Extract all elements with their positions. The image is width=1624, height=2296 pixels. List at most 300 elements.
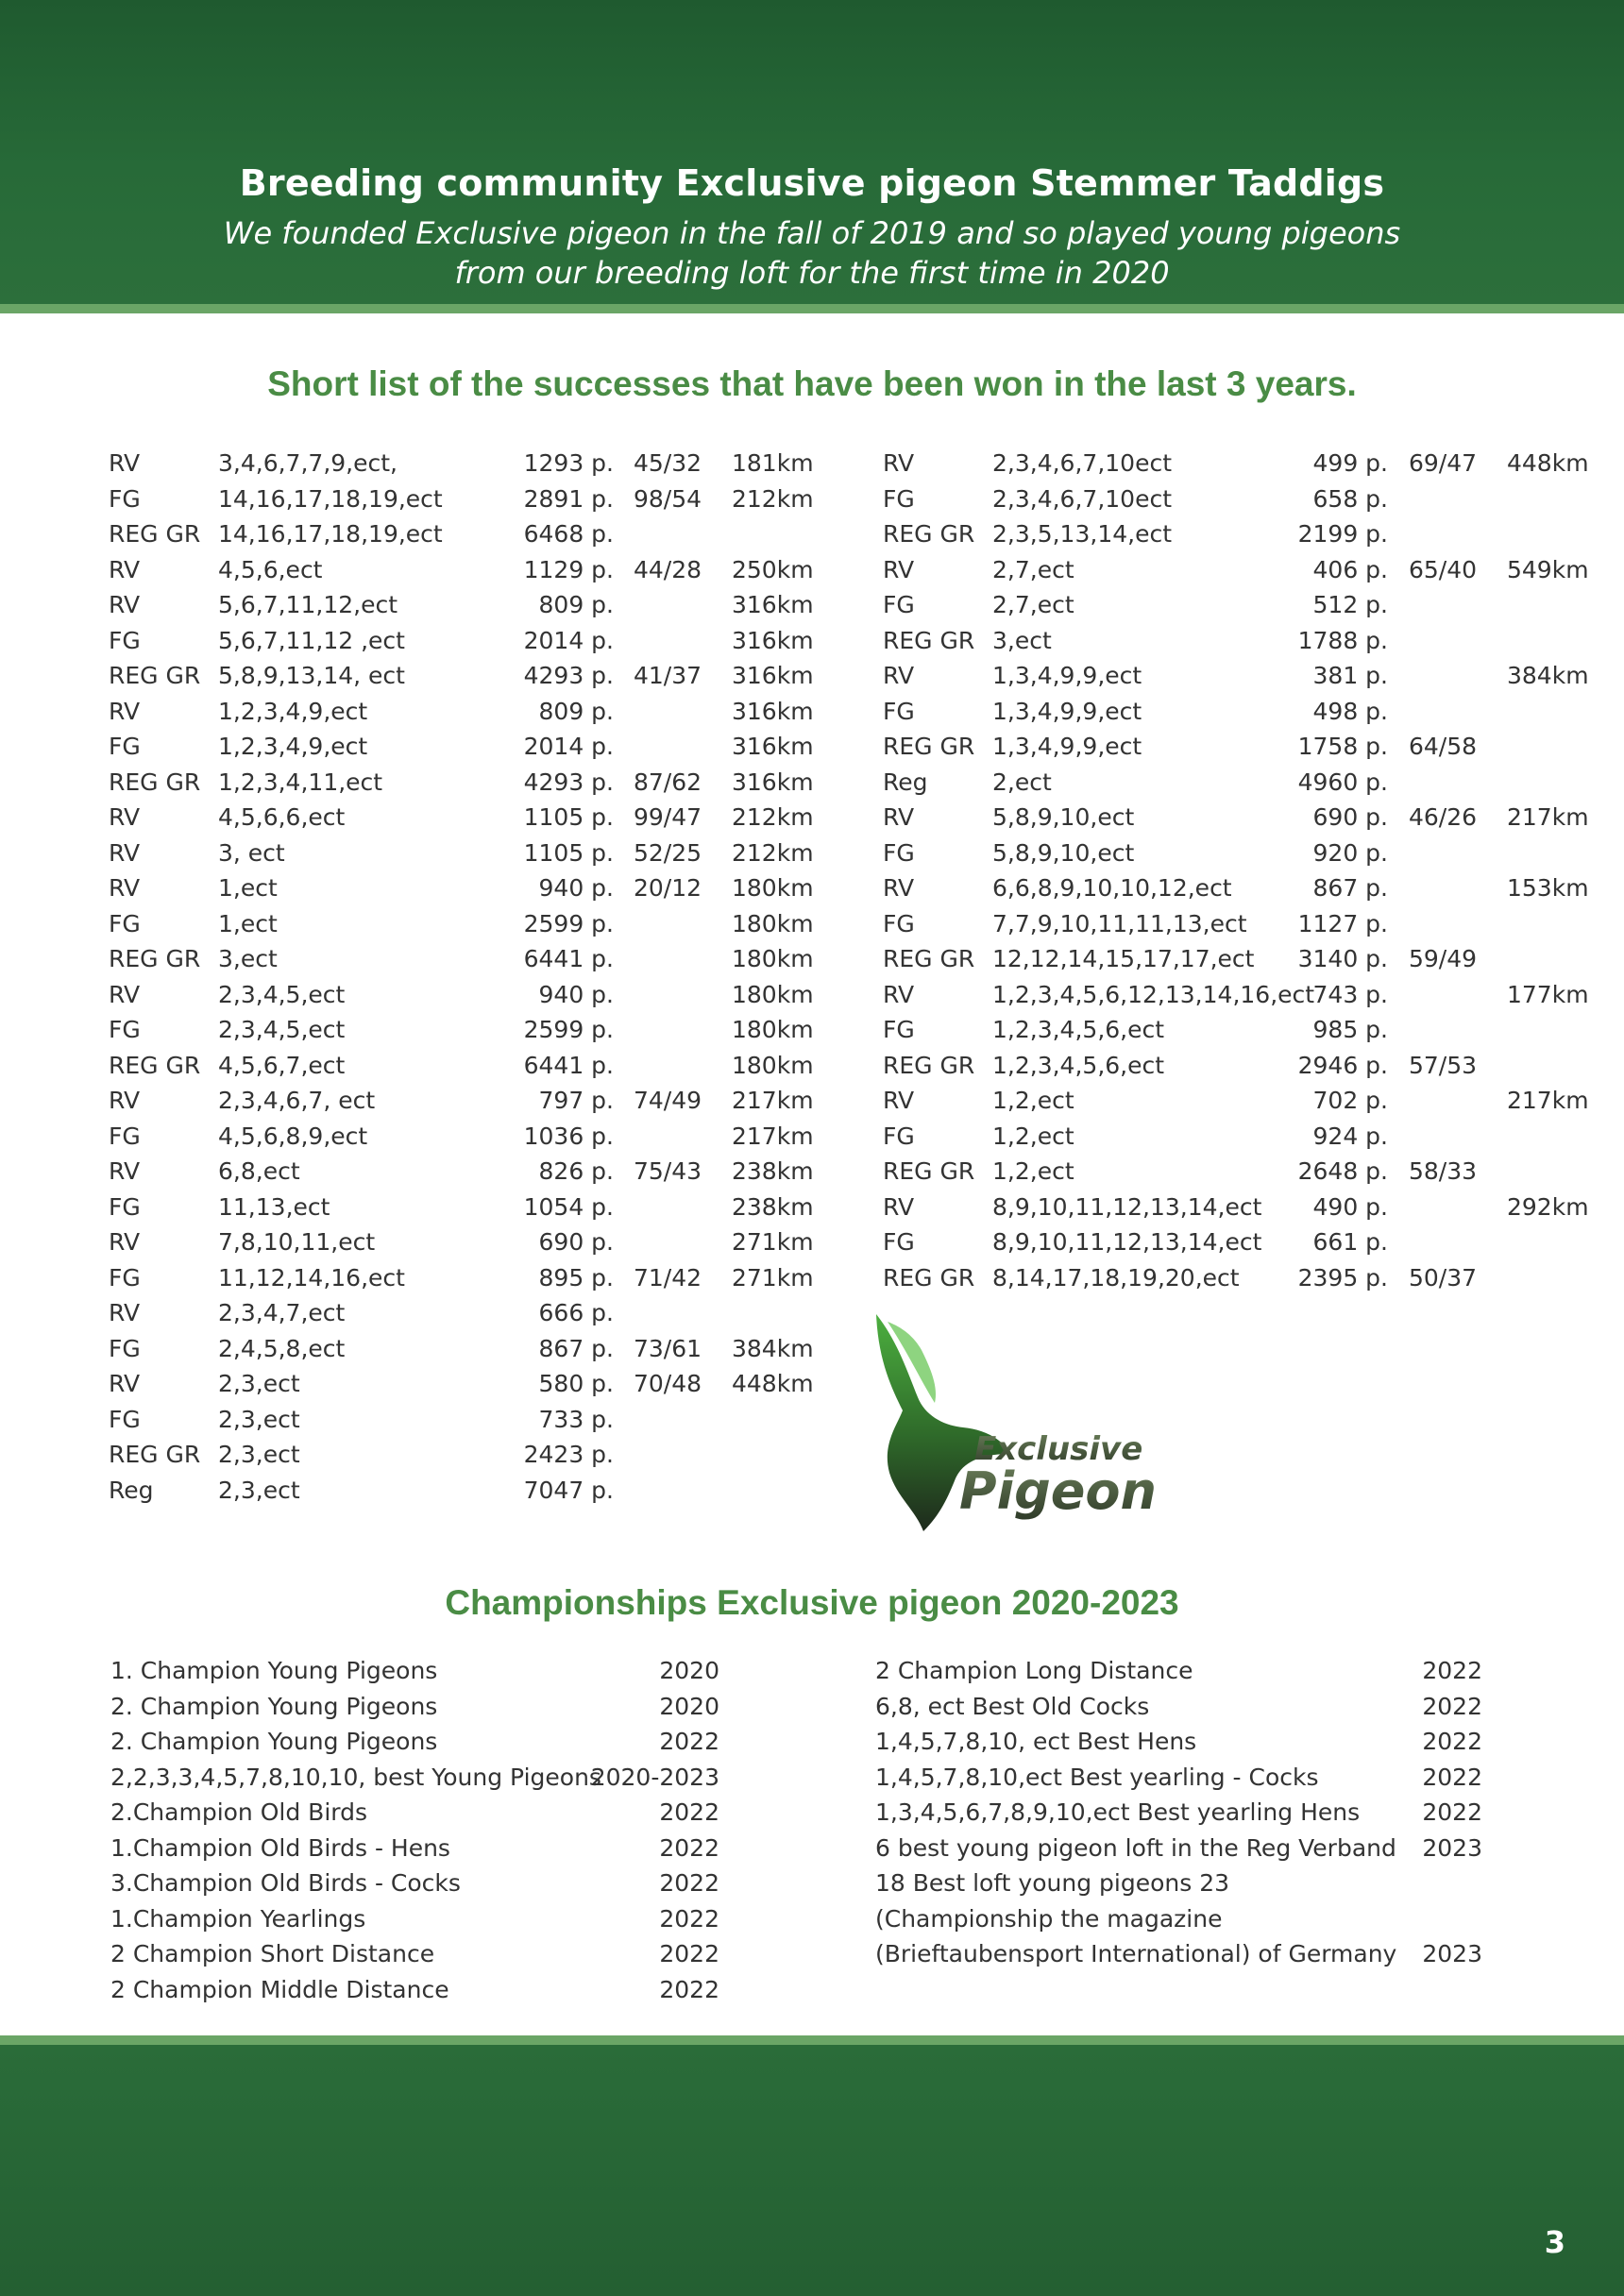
participants: 2199 p. <box>1297 520 1388 548</box>
header-stripe <box>0 304 1624 313</box>
placings: 7,8,10,11,ect <box>218 1228 376 1256</box>
result-row <box>883 552 1589 588</box>
participants: 867 p. <box>538 1334 614 1362</box>
placings: 6,6,8,9,10,10,12,ect <box>992 874 1232 902</box>
ratio: 70/48 <box>634 1370 702 1397</box>
result-row <box>883 1012 1582 1048</box>
participants: 940 p. <box>538 980 614 1008</box>
race-type: REG GR <box>883 945 975 972</box>
championship-title: 2.Champion Old Birds <box>110 1798 367 1826</box>
race-type: REG GR <box>109 662 201 689</box>
distance: 212km <box>732 838 814 867</box>
participants: 3140 p. <box>1297 945 1388 972</box>
participants: 406 p. <box>1312 555 1388 583</box>
result-row <box>883 516 1582 552</box>
championship-title: 2. Champion Young Pigeons <box>110 1692 438 1720</box>
championship-year: 2022 <box>1422 1763 1482 1791</box>
placings: 7,7,9,10,11,11,13,ect <box>992 909 1247 937</box>
result-row <box>883 1048 1582 1084</box>
distance: 180km <box>732 1016 814 1043</box>
distance: 238km <box>732 1157 814 1185</box>
distance: 271km <box>732 1263 814 1292</box>
placings: 1,3,4,9,9,ect <box>992 697 1142 725</box>
result-row <box>109 623 814 659</box>
championship-row <box>110 1972 724 2008</box>
ratio: 58/33 <box>1409 1157 1478 1185</box>
placings: 2,3,4,6,7, ect <box>218 1087 376 1114</box>
participants: 2891 p. <box>523 484 614 513</box>
participants: 580 p. <box>538 1370 614 1397</box>
participants: 6441 p. <box>523 1051 614 1079</box>
championship-title: 1.Champion Old Birds - Hens <box>110 1833 450 1862</box>
distance: 250km <box>732 555 814 583</box>
championship-year: 2022 <box>659 1940 719 1967</box>
result-row <box>109 1437 807 1473</box>
race-type: RV <box>109 838 141 867</box>
result-row <box>109 800 814 836</box>
race-type: FG <box>109 909 141 937</box>
championship-title: 3.Champion Old Birds - Cocks <box>110 1869 461 1897</box>
race-type: FG <box>883 909 915 937</box>
result-row <box>883 1224 1582 1260</box>
race-type: RV <box>883 1192 915 1221</box>
ratio: 46/26 <box>1409 803 1478 831</box>
placings: 1,2,ect <box>992 1122 1074 1150</box>
distance: 217km <box>1507 803 1589 831</box>
championship-row <box>875 1866 1489 1901</box>
ratio: 71/42 <box>634 1263 702 1292</box>
championship-title: 2. Champion Young Pigeons <box>110 1728 438 1755</box>
result-row <box>109 1402 807 1438</box>
championship-row <box>110 1831 724 1866</box>
distance: 549km <box>1507 555 1589 583</box>
race-type: REG GR <box>109 768 201 796</box>
result-row <box>109 1012 814 1048</box>
ratio: 52/25 <box>634 838 702 867</box>
result-row <box>109 587 814 623</box>
championship-year: 2022 <box>659 1904 719 1933</box>
distance: 180km <box>732 909 814 937</box>
race-type: FG <box>109 484 141 513</box>
result-row <box>883 765 1582 801</box>
result-row <box>109 694 814 730</box>
ratio: 75/43 <box>634 1157 702 1185</box>
race-type: FG <box>109 1405 141 1433</box>
race-type: FG <box>883 697 915 725</box>
result-row <box>109 765 814 801</box>
result-row <box>883 1154 1582 1190</box>
championship-title: (Championship the magazine <box>875 1904 1223 1933</box>
participants: 920 p. <box>1312 838 1388 867</box>
result-row <box>109 658 814 694</box>
subtitle-line-2: from our breeding loft for the first time in 2020 <box>454 255 1170 291</box>
race-type: FG <box>109 1263 141 1292</box>
race-type: REG GR <box>883 626 975 654</box>
result-row <box>109 1119 814 1155</box>
placings: 1,2,3,4,9,ect <box>218 733 368 760</box>
distance: 316km <box>732 626 814 654</box>
distance: 217km <box>1507 1087 1589 1114</box>
result-row <box>109 1260 814 1296</box>
participants: 499 p. <box>1312 449 1388 477</box>
race-type: FG <box>109 1122 141 1150</box>
championship-year: 2023 <box>1422 1833 1482 1862</box>
championship-row <box>110 1689 724 1725</box>
placings: 1,ect <box>218 874 278 902</box>
ratio: 65/40 <box>1409 555 1478 583</box>
participants: 1293 p. <box>523 449 614 477</box>
ratio: 69/47 <box>1409 449 1478 477</box>
distance: 384km <box>732 1334 814 1362</box>
championship-row <box>875 1831 1489 1866</box>
race-type: RV <box>883 1087 915 1114</box>
placings: 12,12,14,15,17,17,ect <box>992 945 1255 972</box>
championship-row <box>110 1760 724 1796</box>
placings: 2,ect <box>992 768 1052 796</box>
placings: 4,5,6,6,ect <box>218 803 346 831</box>
result-row <box>109 552 814 588</box>
ratio: 59/49 <box>1409 945 1478 972</box>
result-row <box>109 729 814 765</box>
placings: 14,16,17,18,19,ect <box>218 484 443 513</box>
race-type: FG <box>883 484 915 513</box>
championship-title: 1. Champion Young Pigeons <box>110 1657 438 1684</box>
result-row <box>883 729 1582 765</box>
placings: 1,3,4,9,9,ect <box>992 662 1142 689</box>
participants: 1129 p. <box>523 555 614 583</box>
race-type: RV <box>883 449 915 477</box>
participants: 1758 p. <box>1297 733 1388 760</box>
placings: 11,12,14,16,ect <box>218 1263 405 1292</box>
ratio: 99/47 <box>634 803 702 831</box>
placings: 2,3,4,5,ect <box>218 1016 346 1043</box>
ratio: 87/62 <box>634 768 702 796</box>
placings: 3,ect <box>218 945 278 972</box>
placings: 1,ect <box>218 909 278 937</box>
placings: 2,3,ect <box>218 1370 300 1397</box>
championship-title: 1,4,5,7,8,10, ect Best Hens <box>875 1728 1197 1755</box>
participants: 895 p. <box>538 1263 614 1292</box>
placings: 1,2,3,4,5,6,12,13,14,16,ect <box>992 980 1315 1008</box>
participants: 661 p. <box>1312 1228 1388 1256</box>
ratio: 57/53 <box>1409 1051 1478 1079</box>
participants: 690 p. <box>538 1228 614 1256</box>
placings: 2,3,ect <box>218 1441 300 1468</box>
placings: 4,5,6,8,9,ect <box>218 1122 368 1150</box>
result-row <box>109 906 814 942</box>
result-row <box>109 977 814 1013</box>
results-table-left <box>109 446 814 1508</box>
placings: 3,ect <box>992 626 1052 654</box>
participants: 2395 p. <box>1297 1263 1388 1292</box>
placings: 2,3,ect <box>218 1476 300 1504</box>
participants: 2014 p. <box>523 626 614 654</box>
participants: 4293 p. <box>523 768 614 796</box>
result-row <box>883 587 1582 623</box>
result-row <box>109 1190 814 1225</box>
championship-year: 2020-2023 <box>590 1763 719 1791</box>
championship-title: 2,2,3,3,4,5,7,8,10,10, best Young Pigeons <box>110 1763 601 1791</box>
participants: 1105 p. <box>523 838 614 867</box>
championships-title: Championships Exclusive pigeon 2020-2023 <box>445 1583 1179 1622</box>
logo-text-pigeon: Pigeon <box>959 1461 1157 1521</box>
championship-title: 18 Best loft young pigeons 23 <box>875 1869 1229 1897</box>
distance: 384km <box>1507 662 1589 689</box>
race-type: FG <box>883 1122 915 1150</box>
distance: 217km <box>732 1122 814 1150</box>
placings: 8,9,10,11,12,13,14,ect <box>992 1228 1262 1256</box>
championship-row <box>110 1653 724 1689</box>
race-type: Reg <box>883 768 928 796</box>
race-type: REG GR <box>883 1157 975 1185</box>
participants: 985 p. <box>1312 1016 1388 1043</box>
participants: 809 p. <box>538 697 614 725</box>
result-row <box>109 1473 807 1509</box>
placings: 1,2,ect <box>992 1157 1074 1185</box>
race-type: FG <box>883 591 915 618</box>
race-type: FG <box>883 838 915 867</box>
result-row <box>109 1295 807 1331</box>
result-row <box>883 941 1582 977</box>
participants: 1054 p. <box>523 1192 614 1221</box>
footer-stripe <box>0 2035 1624 2045</box>
distance: 180km <box>732 945 814 972</box>
championship-row <box>875 1901 1489 1937</box>
distance: 212km <box>732 484 814 513</box>
championship-title: 6,8, ect Best Old Cocks <box>875 1692 1150 1720</box>
result-row <box>883 1190 1589 1225</box>
result-row <box>109 1083 814 1119</box>
participants: 381 p. <box>1312 662 1388 689</box>
participants: 4960 p. <box>1297 768 1388 796</box>
championship-row <box>875 1795 1489 1831</box>
result-row <box>883 1083 1589 1119</box>
race-type: REG GR <box>883 733 975 760</box>
distance: 448km <box>1507 449 1589 477</box>
results-table-right <box>883 446 1589 1295</box>
placings: 2,7,ect <box>992 591 1074 618</box>
distance: 316km <box>732 733 814 760</box>
participants: 490 p. <box>1312 1192 1388 1221</box>
race-type: RV <box>109 555 141 583</box>
race-type: RV <box>109 1228 141 1256</box>
participants: 512 p. <box>1312 591 1388 618</box>
result-row <box>109 870 814 906</box>
placings: 8,14,17,18,19,20,ect <box>992 1263 1240 1292</box>
championship-row <box>875 1689 1489 1725</box>
participants: 2423 p. <box>523 1441 614 1468</box>
race-type: RV <box>109 874 141 902</box>
result-row <box>883 906 1582 942</box>
race-type: Reg <box>109 1476 154 1504</box>
participants: 7047 p. <box>523 1476 614 1504</box>
participants: 6441 p. <box>523 945 614 972</box>
page-title: Breeding community Exclusive pigeon Stemmer Taddigs <box>239 162 1385 204</box>
race-type: FG <box>883 1016 915 1043</box>
race-type: RV <box>883 980 915 1008</box>
result-row <box>109 941 814 977</box>
race-type: RV <box>883 874 915 902</box>
championship-row <box>110 1936 724 1972</box>
placings: 1,2,3,4,9,ect <box>218 697 368 725</box>
championship-title: 1,4,5,7,8,10,ect Best yearling - Cocks <box>875 1763 1319 1791</box>
race-type: REG GR <box>109 520 201 548</box>
result-row <box>883 977 1589 1013</box>
race-type: RV <box>109 980 141 1008</box>
championship-row <box>875 1724 1489 1760</box>
exclusive-pigeon-logo <box>869 1312 1209 1539</box>
result-row <box>883 623 1582 659</box>
race-type: RV <box>883 662 915 689</box>
ratio: 41/37 <box>634 662 702 689</box>
successes-title: Short list of the successes that have been won in the last 3 years. <box>267 364 1357 403</box>
result-row <box>109 481 814 517</box>
distance: 316km <box>732 768 814 796</box>
race-type: REG GR <box>109 945 201 972</box>
championship-year: 2022 <box>1422 1798 1482 1826</box>
championship-year: 2022 <box>659 1975 719 2003</box>
placings: 3,4,6,7,7,9,ect, <box>218 449 398 477</box>
placings: 2,3,4,7,ect <box>218 1299 346 1326</box>
championship-year: 2022 <box>659 1798 719 1826</box>
race-type: RV <box>109 803 141 831</box>
race-type: FG <box>109 626 141 654</box>
placings: 11,13,ect <box>218 1192 330 1221</box>
championship-title: 2 Champion Middle Distance <box>110 1975 449 2003</box>
race-type: REG GR <box>883 1263 975 1292</box>
placings: 2,3,5,13,14,ect <box>992 520 1173 548</box>
race-type: FG <box>109 1016 141 1043</box>
distance: 316km <box>732 697 814 725</box>
placings: 2,4,5,8,ect <box>218 1334 346 1362</box>
placings: 5,6,7,11,12,ect <box>218 591 398 618</box>
participants: 2599 p. <box>523 1016 614 1043</box>
placings: 1,2,3,4,5,6,ect <box>992 1016 1165 1043</box>
result-row <box>109 1366 814 1402</box>
participants: 498 p. <box>1312 697 1388 725</box>
championship-year: 2022 <box>1422 1657 1482 1684</box>
result-row <box>109 836 814 871</box>
championship-row <box>110 1724 724 1760</box>
distance: 217km <box>732 1087 814 1114</box>
distance: 448km <box>732 1370 814 1397</box>
placings: 4,5,6,7,ect <box>218 1051 346 1079</box>
race-type: REG GR <box>883 520 975 548</box>
subtitle-line-1: We founded Exclusive pigeon in the fall of 2019 and so played young pigeons <box>223 215 1401 251</box>
participants: 867 p. <box>1312 874 1388 902</box>
placings: 1,2,3,4,11,ect <box>218 768 383 796</box>
participants: 809 p. <box>538 591 614 618</box>
placings: 5,8,9,10,ect <box>992 838 1135 867</box>
placings: 2,7,ect <box>992 555 1074 583</box>
championship-year: 2023 <box>1422 1940 1482 1967</box>
participants: 826 p. <box>538 1157 614 1185</box>
participants: 2599 p. <box>523 909 614 937</box>
placings: 5,8,9,13,14, ect <box>218 662 405 689</box>
championship-year: 2022 <box>1422 1728 1482 1755</box>
distance: 316km <box>732 662 814 689</box>
result-row <box>109 1224 814 1260</box>
distance: 180km <box>732 874 814 902</box>
result-row <box>883 694 1582 730</box>
placings: 2,3,4,6,7,10ect <box>992 449 1173 477</box>
distance: 316km <box>732 591 814 618</box>
ratio: 44/28 <box>634 555 702 583</box>
race-type: REG GR <box>883 1051 975 1079</box>
distance: 180km <box>732 980 814 1008</box>
race-type: RV <box>109 1087 141 1114</box>
participants: 2946 p. <box>1297 1051 1388 1079</box>
championship-year: 2020 <box>659 1657 719 1684</box>
page-number: 3 <box>1544 2224 1565 2260</box>
result-row <box>883 1119 1582 1155</box>
championship-title: (Brieftaubensport International) of Germany <box>875 1940 1397 1967</box>
race-type: RV <box>883 803 915 831</box>
result-row <box>109 516 807 552</box>
participants: 702 p. <box>1312 1087 1388 1114</box>
race-type: RV <box>109 1157 141 1185</box>
result-row <box>109 446 814 481</box>
participants: 690 p. <box>1312 803 1388 831</box>
result-row <box>883 481 1582 517</box>
championships-list-right <box>875 1653 1489 1972</box>
result-row <box>883 800 1589 836</box>
race-type: FG <box>883 1228 915 1256</box>
championship-year: 2022 <box>1422 1692 1482 1720</box>
race-type: REG GR <box>109 1441 201 1468</box>
championship-title: 1.Champion Yearlings <box>110 1904 366 1933</box>
championship-row <box>875 1653 1489 1689</box>
championship-row <box>110 1866 724 1901</box>
ratio: 45/32 <box>634 449 702 477</box>
participants: 658 p. <box>1312 484 1388 513</box>
championship-row <box>110 1795 724 1831</box>
participants: 4293 p. <box>523 662 614 689</box>
logo-text-exclusive: Exclusive <box>974 1430 1143 1468</box>
distance: 181km <box>732 449 814 477</box>
result-row <box>883 658 1589 694</box>
placings: 1,2,3,4,5,6,ect <box>992 1051 1165 1079</box>
placings: 14,16,17,18,19,ect <box>218 520 443 548</box>
result-row <box>109 1154 814 1190</box>
championship-year: 2022 <box>659 1869 719 1897</box>
participants: 2014 p. <box>523 733 614 760</box>
participants: 1105 p. <box>523 803 614 831</box>
ratio: 20/12 <box>634 874 702 902</box>
participants: 2648 p. <box>1297 1157 1388 1185</box>
race-type: FG <box>109 733 141 760</box>
participants: 733 p. <box>538 1405 614 1433</box>
placings: 1,3,4,9,9,ect <box>992 733 1142 760</box>
championship-year: 2020 <box>659 1692 719 1720</box>
placings: 5,6,7,11,12 ,ect <box>218 626 405 654</box>
race-type: FG <box>109 1192 141 1221</box>
distance: 180km <box>732 1051 814 1079</box>
ratio: 98/54 <box>634 484 702 513</box>
championship-year: 2022 <box>659 1728 719 1755</box>
championship-title: 6 best young pigeon loft in the Reg Verband <box>875 1833 1396 1862</box>
placings: 5,8,9,10,ect <box>992 803 1135 831</box>
distance: 177km <box>1507 980 1589 1008</box>
race-type: REG GR <box>109 1051 201 1079</box>
ratio: 73/61 <box>634 1334 702 1362</box>
placings: 4,5,6,ect <box>218 555 323 583</box>
championship-row <box>110 1901 724 1937</box>
participants: 924 p. <box>1312 1122 1388 1150</box>
participants: 1788 p. <box>1297 626 1388 654</box>
participants: 666 p. <box>538 1299 614 1326</box>
participants: 1036 p. <box>523 1122 614 1150</box>
